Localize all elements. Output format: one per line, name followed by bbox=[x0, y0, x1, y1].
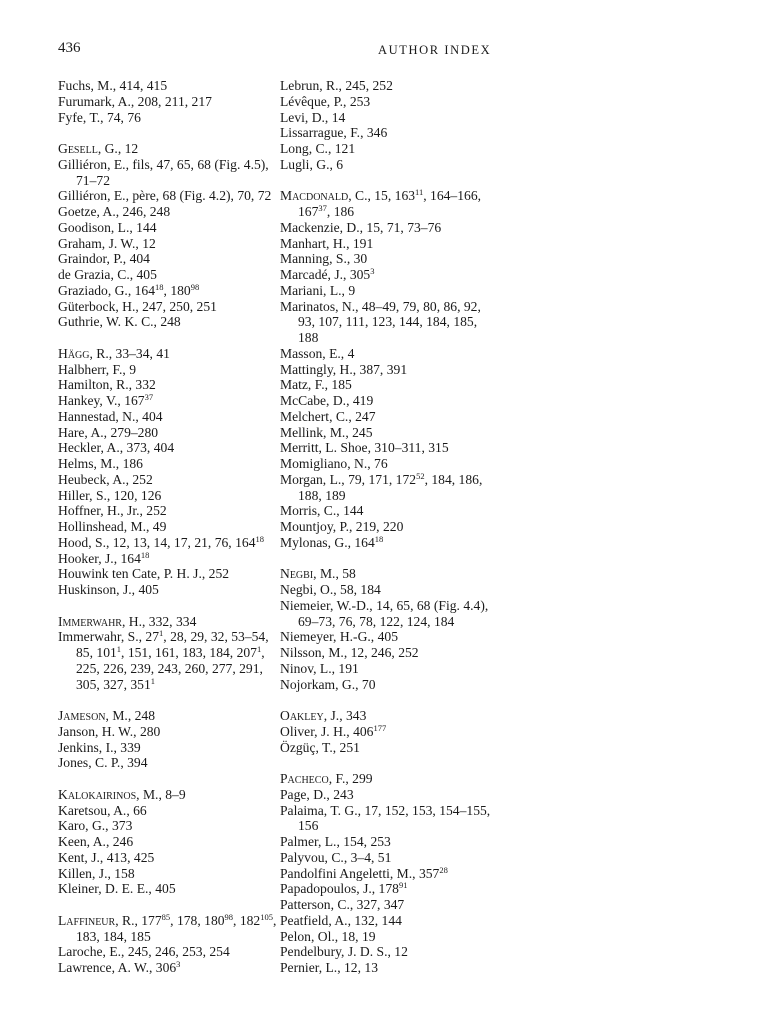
index-entry-text: Jones, C. P., 394 bbox=[58, 755, 148, 771]
index-column-left bbox=[58, 78, 278, 976]
index-entry-text: , 183, 184, 185 bbox=[76, 912, 277, 944]
footnote-ref: 98 bbox=[190, 281, 200, 292]
index-entry-text: Janson, H. W., 280 bbox=[58, 723, 161, 739]
index-entry bbox=[280, 897, 500, 913]
index-entry-text: Palaima, T. G., 17, 152, 153, 154–155, 156 bbox=[280, 802, 491, 834]
index-entry bbox=[58, 440, 278, 456]
index-entry-text: Pelon, Ol., 18, 19 bbox=[280, 928, 376, 944]
index-entry bbox=[58, 551, 278, 567]
index-entry bbox=[280, 929, 500, 945]
index-entry-text: Page, D., 243 bbox=[280, 786, 354, 802]
footnote-ref: 105 bbox=[260, 911, 273, 922]
index-entry-text: Hare, A., 279–280 bbox=[58, 424, 159, 440]
index-entry-text: Kent, J., 413, 425 bbox=[58, 849, 155, 865]
index-entry bbox=[280, 787, 500, 803]
index-entry-text: , H., 332, 334 bbox=[121, 613, 197, 629]
index-entry-text: , J., 343 bbox=[323, 708, 367, 723]
index-entry-text: Patterson, C., 327, 347 bbox=[280, 897, 405, 912]
index-entry bbox=[280, 598, 500, 630]
index-entry bbox=[58, 614, 278, 630]
index-entry-text: Graindor, P., 404 bbox=[58, 251, 150, 267]
running-head: AUTHOR INDEX bbox=[378, 43, 492, 57]
index-entry bbox=[58, 362, 278, 378]
index-entry bbox=[280, 425, 500, 441]
index-entry-text: Laroche, E., 245, 246, 253, 254 bbox=[58, 944, 230, 960]
index-entry-text: Hannestad, N., 404 bbox=[58, 408, 163, 424]
index-entry bbox=[58, 818, 278, 834]
index-heading-name: Pacheco bbox=[280, 771, 329, 786]
index-entry-text: Merritt, L. Shoe, 310–311, 315 bbox=[280, 440, 449, 456]
footnote-ref: 85 bbox=[161, 911, 171, 922]
index-heading-name: Negbi bbox=[280, 566, 314, 582]
index-entry-text: Güterbock, H., 247, 250, 251 bbox=[58, 298, 217, 314]
index-entry-text: Özgüç, T., 251 bbox=[280, 739, 360, 755]
index-entry bbox=[58, 377, 278, 393]
index-entry-text: Jenkins, I., 339 bbox=[58, 739, 141, 755]
index-entry-text: , M., 248 bbox=[105, 708, 156, 723]
index-entry-text: Nojorkam, G., 70 bbox=[280, 676, 376, 692]
index-entry bbox=[280, 866, 500, 882]
index-entry bbox=[58, 409, 278, 425]
index-entry-text: Manning, S., 30 bbox=[280, 251, 368, 267]
index-column-right bbox=[280, 78, 500, 976]
index-entry bbox=[280, 708, 500, 724]
index-entry bbox=[280, 535, 500, 551]
index-entry bbox=[58, 787, 278, 803]
index-entry bbox=[58, 94, 278, 110]
index-entry bbox=[58, 834, 278, 850]
index-entry bbox=[58, 629, 278, 692]
footnote-ref: 52 bbox=[416, 470, 425, 481]
index-entry bbox=[58, 566, 278, 582]
index-entry-text: Gilliéron, E., père, 68 (Fig. 4.2), 70, 72 bbox=[58, 188, 272, 204]
index-entry-text: Mountjoy, P., 219, 220 bbox=[280, 519, 404, 534]
section-gap bbox=[58, 330, 278, 346]
index-entry-text: Oliver, J. H., 406 bbox=[280, 723, 374, 739]
index-entry bbox=[58, 188, 278, 204]
section-gap bbox=[280, 692, 500, 708]
index-entry bbox=[58, 708, 278, 724]
index-entry bbox=[58, 850, 278, 866]
index-entry-text: McCabe, D., 419 bbox=[280, 393, 374, 408]
footnote-ref: 3 bbox=[370, 266, 375, 276]
index-entry bbox=[280, 582, 500, 598]
footnote-ref: 98 bbox=[224, 911, 234, 922]
index-entry bbox=[58, 346, 278, 362]
index-entry bbox=[58, 283, 278, 299]
index-entry-text: Mellink, M., 245 bbox=[280, 424, 373, 440]
index-entry bbox=[280, 456, 500, 472]
index-entry-text: Furumark, A., 208, 211, 217 bbox=[58, 93, 212, 109]
index-entry bbox=[280, 94, 500, 110]
index-entry-text: Heubeck, A., 252 bbox=[58, 471, 153, 487]
footnote-ref: 28 bbox=[439, 864, 448, 875]
index-entry bbox=[280, 236, 500, 252]
index-entry-text: , 151, 161, 183, 184, 207 bbox=[121, 645, 257, 660]
index-entry bbox=[58, 960, 278, 976]
index-entry-text: Lugli, G., 6 bbox=[280, 156, 344, 172]
index-entry bbox=[58, 425, 278, 441]
index-entry bbox=[280, 409, 500, 425]
index-entry-text: Morris, C., 144 bbox=[280, 503, 364, 519]
index-entry-text: Momigliano, N., 76 bbox=[280, 456, 388, 471]
index-entry bbox=[58, 314, 278, 330]
index-entry bbox=[280, 960, 500, 976]
index-entry-text: Pernier, L., 12, 13 bbox=[280, 960, 378, 975]
index-entry-text: Niemeyer, H.-G., 405 bbox=[280, 629, 398, 645]
index-entry-text: Fuchs, M., 414, 415 bbox=[58, 78, 168, 93]
index-entry-text: Marinatos, N., 48–49, 79, 80, 86, 92, 93, 107, 111, 123, 144, 184, 185, 188 bbox=[280, 298, 481, 345]
index-entry bbox=[280, 267, 500, 283]
index-entry bbox=[58, 393, 278, 409]
footnote-ref: 3 bbox=[176, 959, 181, 969]
index-entry bbox=[280, 881, 500, 897]
index-entry-text: , 164–166, 167 bbox=[298, 188, 482, 219]
index-entry bbox=[280, 566, 500, 582]
index-entry-text: Papadopoulos, J., 178 bbox=[280, 881, 399, 897]
footnote-ref: 18 bbox=[255, 533, 264, 544]
index-entry-text: Melchert, C., 247 bbox=[280, 408, 376, 424]
index-entry-text: , 186 bbox=[326, 204, 355, 219]
index-entry-text: Guthrie, W. K. C., 248 bbox=[58, 314, 181, 330]
index-entry bbox=[58, 267, 278, 283]
footnote-ref: 18 bbox=[155, 281, 164, 292]
index-entry bbox=[58, 78, 278, 94]
index-entry-text: Graham, J. W., 12 bbox=[58, 235, 156, 251]
index-entry-text: Lebrun, R., 245, 252 bbox=[280, 78, 393, 93]
index-entry bbox=[280, 944, 500, 960]
index-entry-text: , M., 58 bbox=[313, 566, 356, 582]
index-entry bbox=[280, 677, 500, 693]
index-entry-text: Gilliéron, E., fils, 47, 65, 68 (Fig. 4.5), 71–72 bbox=[58, 156, 269, 188]
section-gap bbox=[280, 551, 500, 567]
index-heading-name: Laffineur bbox=[58, 912, 116, 928]
index-entry-text: Hiller, S., 120, 126 bbox=[58, 487, 162, 503]
footnote-ref: 177 bbox=[373, 722, 387, 733]
index-entry-text: Heckler, A., 373, 404 bbox=[58, 440, 175, 456]
index-entry-text: , R., 177 bbox=[115, 912, 162, 928]
index-entry-text: Mariani, L., 9 bbox=[280, 282, 356, 298]
index-entry-text: , G., 12 bbox=[97, 141, 139, 156]
index-entry-text: , 184, 186, 188, 189 bbox=[298, 471, 483, 503]
index-entry-text: Hooker, J., 164 bbox=[58, 550, 141, 566]
index-entry bbox=[280, 110, 500, 126]
index-entry-text: Hollinshead, M., 49 bbox=[58, 519, 167, 534]
index-entry bbox=[280, 78, 500, 94]
index-entry-text: Palyvou, C., 3–4, 51 bbox=[280, 849, 392, 865]
index-entry bbox=[280, 362, 500, 378]
index-entry-text: Huskinson, J., 405 bbox=[58, 582, 159, 597]
section-gap bbox=[280, 755, 500, 771]
index-entry-text: Immerwahr, S., 27 bbox=[58, 629, 160, 645]
footnote-ref: 1 bbox=[159, 628, 164, 639]
index-entry bbox=[280, 740, 500, 756]
index-entry bbox=[280, 125, 500, 141]
page-number: 436 bbox=[58, 40, 81, 56]
index-entry-text: Graziado, G., 164 bbox=[58, 282, 156, 298]
index-entry-text: Fyfe, T., 74, 76 bbox=[58, 109, 141, 125]
index-entry-text: Halbherr, F., 9 bbox=[58, 361, 137, 377]
index-entry bbox=[280, 157, 500, 173]
index-entry bbox=[280, 299, 500, 346]
index-heading-name: Kalokairinos bbox=[58, 786, 137, 802]
index-entry-text: Karetsou, A., 66 bbox=[58, 802, 147, 818]
index-entry-text: Lévêque, P., 253 bbox=[280, 93, 371, 109]
index-entry-text: Mackenzie, D., 15, 71, 73–76 bbox=[280, 219, 442, 235]
index-entry-text: , 28, 29, 32, 53–54, 85, 101 bbox=[76, 629, 269, 660]
index-entry-text: , 182 bbox=[233, 912, 261, 928]
index-entry bbox=[58, 866, 278, 882]
index-entry bbox=[280, 346, 500, 362]
footnote-ref: 1 bbox=[150, 675, 156, 686]
index-entry bbox=[280, 377, 500, 393]
index-entry-text: Levi, D., 14 bbox=[280, 109, 346, 125]
index-entry-text: Nilsson, M., 12, 246, 252 bbox=[280, 645, 419, 660]
index-entry bbox=[58, 110, 278, 126]
index-entry-text: Mylonas, G., 164 bbox=[280, 534, 375, 550]
index-entry-text: Houwink ten Cate, P. H. J., 252 bbox=[58, 566, 230, 582]
index-entry-text: Long, C., 121 bbox=[280, 141, 356, 156]
index-entry bbox=[280, 440, 500, 456]
footnote-ref: 18 bbox=[374, 533, 384, 544]
index-entry-text: Ninov, L., 191 bbox=[280, 660, 359, 676]
index-entry bbox=[58, 724, 278, 740]
index-entry bbox=[58, 157, 278, 189]
footnote-ref: 91 bbox=[398, 880, 408, 891]
index-entry bbox=[280, 188, 500, 220]
index-entry bbox=[58, 582, 278, 598]
index-entry-text: Kleiner, D. E. E., 405 bbox=[58, 881, 176, 897]
index-entry-text: Lissarrague, F., 346 bbox=[280, 125, 388, 141]
index-entry-text: , 178, 180 bbox=[170, 912, 225, 928]
index-entry-text: , R., 33–34, 41 bbox=[89, 345, 170, 361]
index-entry-text: Masson, E., 4 bbox=[280, 345, 355, 361]
index-entry bbox=[280, 913, 500, 929]
index-entry-text: Niemeier, W.-D., 14, 65, 68 (Fig. 4.4), 69–73, 76, 78, 122, 124, 184 bbox=[280, 597, 489, 629]
index-entry bbox=[58, 236, 278, 252]
index-entry bbox=[280, 393, 500, 409]
index-entry bbox=[280, 283, 500, 299]
section-gap bbox=[58, 692, 278, 708]
index-entry bbox=[58, 503, 278, 519]
index-entry-text: Hamilton, R., 332 bbox=[58, 377, 156, 393]
index-heading-name: Hägg bbox=[58, 345, 90, 361]
index-entry bbox=[58, 299, 278, 315]
index-entry bbox=[280, 251, 500, 267]
index-entry bbox=[58, 535, 278, 551]
index-entry-text: , C., 15, 163 bbox=[348, 188, 416, 204]
index-entry bbox=[58, 220, 278, 236]
index-entry bbox=[58, 913, 278, 945]
index-entry bbox=[280, 850, 500, 866]
index-entry-text: Mattingly, H., 387, 391 bbox=[280, 361, 408, 377]
index-entry bbox=[58, 881, 278, 897]
index-entry-text: Morgan, L., 79, 171, 172 bbox=[280, 471, 417, 487]
index-entry bbox=[280, 629, 500, 645]
index-entry-text: Goodison, L., 144 bbox=[58, 219, 157, 235]
index-entry bbox=[280, 724, 500, 740]
index-entry bbox=[280, 519, 500, 535]
section-gap bbox=[58, 125, 278, 141]
index-heading-name: Immerwahr bbox=[58, 613, 122, 629]
index-entry-text: , M., 8–9 bbox=[136, 786, 186, 802]
footnote-ref: 1 bbox=[256, 644, 262, 654]
index-entry bbox=[58, 456, 278, 472]
index-entry-text: Pendelbury, J. D. S., 12 bbox=[280, 944, 408, 960]
index-entry bbox=[280, 472, 500, 504]
index-entry-text: Killen, J., 158 bbox=[58, 865, 135, 881]
index-entry bbox=[58, 488, 278, 504]
index-entry bbox=[280, 141, 500, 157]
index-entry bbox=[58, 740, 278, 756]
index-entry bbox=[58, 519, 278, 535]
index-entry-text: Goetze, A., 246, 248 bbox=[58, 204, 171, 219]
footnote-ref: 37 bbox=[318, 203, 327, 213]
index-entry-text: , 225, 226, 239, 243, 260, 277, 291, 305, 327, 351 bbox=[76, 645, 265, 692]
index-entry bbox=[280, 661, 500, 677]
index-entry-text: Karo, G., 373 bbox=[58, 818, 133, 834]
index-entry-text: Hoffner, H., Jr., 252 bbox=[58, 503, 167, 519]
index-entry-text: Palmer, L., 154, 253 bbox=[280, 834, 391, 849]
index-entry-text: Hood, S., 12, 13, 14, 17, 21, 76, 164 bbox=[58, 534, 256, 550]
index-entry-text: Negbi, O., 58, 184 bbox=[280, 582, 381, 597]
index-entry-text: , F., 299 bbox=[328, 771, 373, 786]
index-entry-text: Manhart, H., 191 bbox=[280, 235, 374, 251]
index-entry-text: Pandolfini Angeletti, M., 357 bbox=[280, 865, 440, 881]
index-heading-name: Gesell bbox=[58, 141, 98, 156]
index-entry bbox=[58, 944, 278, 960]
section-gap bbox=[58, 897, 278, 913]
index-entry-text: Peatfield, A., 132, 144 bbox=[280, 912, 402, 928]
index-entry-text: de Grazia, C., 405 bbox=[58, 267, 157, 282]
section-gap bbox=[58, 771, 278, 787]
section-gap bbox=[58, 598, 278, 614]
index-entry bbox=[58, 803, 278, 819]
index-entry bbox=[58, 472, 278, 488]
index-entry-text: Hankey, V., 167 bbox=[58, 393, 145, 408]
section-gap bbox=[280, 173, 500, 189]
index-entry-text: , 180 bbox=[163, 282, 191, 298]
index-entry-text: Keen, A., 246 bbox=[58, 834, 134, 849]
index-entry bbox=[58, 755, 278, 771]
index-entry-text: Matz, F., 185 bbox=[280, 377, 352, 393]
index-entry bbox=[280, 220, 500, 236]
index-entry bbox=[280, 803, 500, 835]
index-entry bbox=[58, 251, 278, 267]
footnote-ref: 1 bbox=[116, 644, 122, 654]
index-entry bbox=[58, 204, 278, 220]
footnote-ref: 37 bbox=[144, 392, 154, 402]
index-entry bbox=[58, 141, 278, 157]
index-heading-name: Macdonald bbox=[280, 188, 349, 204]
index-entry-text: Marcadé, J., 305 bbox=[280, 267, 371, 282]
index-entry-text: Helms, M., 186 bbox=[58, 456, 143, 471]
index-heading-name: Oakley bbox=[280, 708, 324, 723]
footnote-ref: 11 bbox=[415, 187, 424, 198]
index-entry bbox=[280, 771, 500, 787]
index-entry bbox=[280, 834, 500, 850]
index-entry bbox=[280, 645, 500, 661]
index-entry bbox=[280, 503, 500, 519]
index-heading-name: Jameson bbox=[58, 708, 106, 723]
index-entry-text: Lawrence, A. W., 306 bbox=[58, 960, 177, 975]
footnote-ref: 18 bbox=[140, 549, 150, 560]
